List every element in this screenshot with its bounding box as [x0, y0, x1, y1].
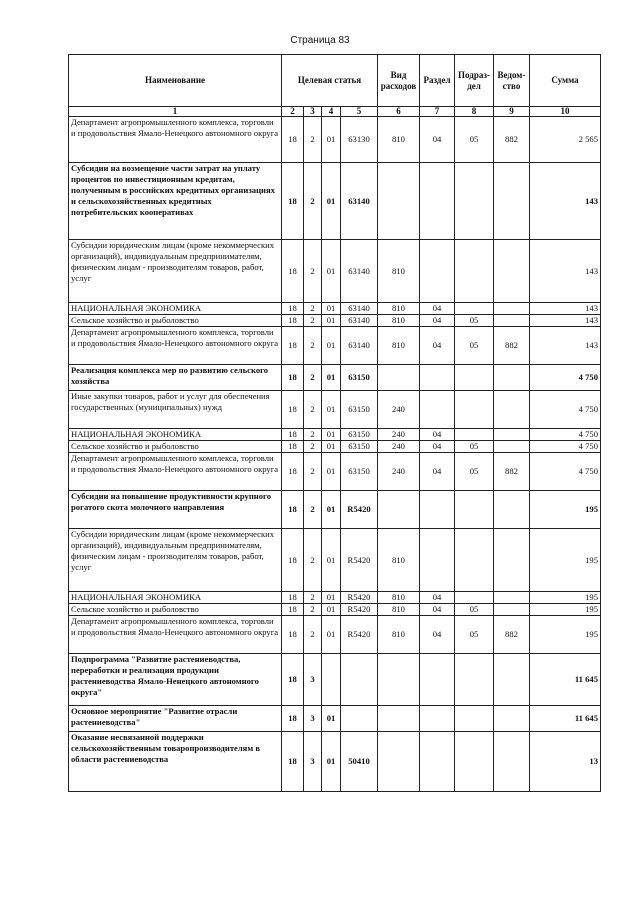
table-row [69, 240, 601, 303]
row-code: 05 [455, 117, 494, 163]
row-code: 04 [420, 429, 455, 441]
row-sum: 2 565 [530, 117, 601, 163]
header-subsection: Подраз-дел [455, 55, 494, 107]
row-code: 63140 [341, 240, 378, 303]
row-code [455, 732, 494, 792]
row-code [455, 303, 494, 315]
index-cell: 8 [455, 107, 494, 117]
row-code [420, 365, 455, 391]
row-code: 05 [455, 327, 494, 365]
row-code: 2 [304, 491, 322, 529]
row-code: 2 [304, 117, 322, 163]
row-code [494, 315, 530, 327]
row-code [494, 163, 530, 240]
row-code [494, 529, 530, 592]
row-code: 2 [304, 240, 322, 303]
row-code [494, 391, 530, 429]
row-code [378, 163, 420, 240]
row-code: 2 [304, 303, 322, 315]
row-code: 2 [304, 616, 322, 654]
row-sum: 4 750 [530, 441, 601, 453]
row-code [420, 391, 455, 429]
row-code [378, 654, 420, 706]
row-name: Сельское хозяйство и рыболовство [69, 604, 282, 616]
row-code: 01 [322, 327, 341, 365]
row-code: 2 [304, 315, 322, 327]
row-code [455, 163, 494, 240]
row-sum: 11 645 [530, 654, 601, 706]
row-code: 882 [494, 453, 530, 491]
header-section: Раздел [420, 55, 455, 107]
row-code: 2 [304, 391, 322, 429]
index-cell: 6 [378, 107, 420, 117]
row-name: Субсидии юридическим лицам (кроме некоммерческих организаций), индивидуальным предпринимателям, физическим лицам - производителям товаров, работ, услуг [69, 529, 282, 592]
row-sum: 4 750 [530, 391, 601, 429]
row-code: 04 [420, 327, 455, 365]
table-body [69, 117, 601, 792]
row-code: 18 [282, 303, 304, 315]
row-code: 05 [455, 441, 494, 453]
row-code: 810 [378, 604, 420, 616]
table-row [69, 592, 601, 604]
row-name: Субсидии на возмещение части затрат на уплату процентов по инвестиционным кредитам, полученным в российских кредитных организациях и сельскохозяйственных кредитных потребительских кооперативах [69, 163, 282, 240]
index-cell: 10 [530, 107, 601, 117]
row-code: 2 [304, 529, 322, 592]
row-code: 18 [282, 529, 304, 592]
table-row [69, 529, 601, 592]
row-code: 04 [420, 117, 455, 163]
row-code: 01 [322, 491, 341, 529]
row-sum: 143 [530, 163, 601, 240]
table-row [69, 315, 601, 327]
row-code: 240 [378, 391, 420, 429]
row-code: 3 [304, 706, 322, 732]
header-dept: Ведом-ство [494, 55, 530, 107]
row-code [341, 654, 378, 706]
row-code: 882 [494, 117, 530, 163]
row-code: 810 [378, 616, 420, 654]
index-cell: 2 [282, 107, 304, 117]
row-name: Иные закупки товаров, работ и услуг для обеспечения государственных (муниципальных) нужд [69, 391, 282, 429]
row-code [420, 706, 455, 732]
row-code: 18 [282, 391, 304, 429]
row-code: 2 [304, 327, 322, 365]
row-sum: 195 [530, 604, 601, 616]
row-code: 18 [282, 163, 304, 240]
row-code: 810 [378, 303, 420, 315]
row-sum: 13 [530, 732, 601, 792]
row-code: 63150 [341, 453, 378, 491]
row-code: 63150 [341, 365, 378, 391]
row-name: Подпрограмма "Развитие растениеводства, переработки и реализации продукции растениеводства Ямало-Ненецкого автономного округа" [69, 654, 282, 706]
row-code: 04 [420, 315, 455, 327]
row-code: 2 [304, 604, 322, 616]
row-code [455, 706, 494, 732]
row-code: 04 [420, 592, 455, 604]
row-name: Департамент агропромышленного комплекса, торговли и продовольствия Ямало-Ненецкого автономного округа [69, 117, 282, 163]
row-code: 810 [378, 592, 420, 604]
row-code: 18 [282, 706, 304, 732]
row-code [494, 732, 530, 792]
row-code: 01 [322, 429, 341, 441]
row-code [378, 365, 420, 391]
row-code: 01 [322, 117, 341, 163]
row-sum: 11 645 [530, 706, 601, 732]
row-code [455, 365, 494, 391]
row-name: Департамент агропромышленного комплекса, торговли и продовольствия Ямало-Ненецкого автономного округа [69, 327, 282, 365]
row-code: 01 [322, 706, 341, 732]
row-code: 2 [304, 365, 322, 391]
row-code [494, 654, 530, 706]
row-code: 01 [322, 592, 341, 604]
row-name: Сельское хозяйство и рыболовство [69, 315, 282, 327]
row-name: НАЦИОНАЛЬНАЯ ЭКОНОМИКА [69, 303, 282, 315]
row-name: Субсидии на повышение продуктивности крупного рогатого скота молочного направления [69, 491, 282, 529]
row-code: 18 [282, 654, 304, 706]
row-code: 18 [282, 453, 304, 491]
row-code: 18 [282, 315, 304, 327]
row-code: R5420 [341, 592, 378, 604]
table-row [69, 616, 601, 654]
index-row [69, 107, 601, 117]
row-code [455, 240, 494, 303]
row-code: 2 [304, 429, 322, 441]
row-code: 01 [322, 240, 341, 303]
row-code: 01 [322, 441, 341, 453]
row-code: 2 [304, 441, 322, 453]
row-code: 01 [322, 365, 341, 391]
row-code: 882 [494, 616, 530, 654]
row-code: R5420 [341, 604, 378, 616]
header-kind: Вид расходов [378, 55, 420, 107]
row-code [494, 706, 530, 732]
row-code: 63140 [341, 327, 378, 365]
row-code: 63150 [341, 429, 378, 441]
row-code: 18 [282, 604, 304, 616]
row-code: 01 [322, 616, 341, 654]
row-code: 63130 [341, 117, 378, 163]
row-sum: 143 [530, 240, 601, 303]
row-code: 810 [378, 315, 420, 327]
table-row [69, 491, 601, 529]
row-code: 3 [304, 732, 322, 792]
row-code [494, 592, 530, 604]
row-code: R5420 [341, 616, 378, 654]
row-code: 63140 [341, 303, 378, 315]
row-code: 63150 [341, 391, 378, 429]
row-sum: 195 [530, 491, 601, 529]
table-row [69, 706, 601, 732]
row-code: 50410 [341, 732, 378, 792]
row-sum: 143 [530, 315, 601, 327]
row-code [420, 732, 455, 792]
table-row [69, 303, 601, 315]
row-code [378, 491, 420, 529]
table-row [69, 365, 601, 391]
row-code: 05 [455, 604, 494, 616]
row-code [378, 732, 420, 792]
row-code: 63140 [341, 315, 378, 327]
index-cell: 7 [420, 107, 455, 117]
row-code: 01 [322, 391, 341, 429]
row-code: 18 [282, 429, 304, 441]
row-code: 01 [322, 604, 341, 616]
row-code: 04 [420, 453, 455, 491]
row-code: 18 [282, 365, 304, 391]
row-code [455, 529, 494, 592]
row-code: 240 [378, 429, 420, 441]
row-code: 18 [282, 616, 304, 654]
row-code: 810 [378, 117, 420, 163]
row-code: 05 [455, 315, 494, 327]
row-code [494, 365, 530, 391]
row-code: 2 [304, 592, 322, 604]
row-name: Оказание несвязанной поддержки сельскохозяйственным товаропроизводителям в области растениеводства [69, 732, 282, 792]
row-sum: 195 [530, 592, 601, 604]
row-sum: 4 750 [530, 453, 601, 491]
row-code: 3 [304, 654, 322, 706]
row-name: Департамент агропромышленного комплекса, торговли и продовольствия Ямало-Ненецкого автономного округа [69, 616, 282, 654]
table-row [69, 453, 601, 491]
row-code [494, 441, 530, 453]
row-code: 882 [494, 327, 530, 365]
row-sum: 195 [530, 616, 601, 654]
row-code: 04 [420, 616, 455, 654]
row-code: 18 [282, 117, 304, 163]
row-sum: 143 [530, 303, 601, 315]
row-code: 810 [378, 240, 420, 303]
table-row [69, 604, 601, 616]
row-code: 240 [378, 453, 420, 491]
row-code [494, 491, 530, 529]
row-code: 63150 [341, 441, 378, 453]
row-code: 01 [322, 453, 341, 491]
index-cell: 5 [341, 107, 378, 117]
row-code: 01 [322, 315, 341, 327]
row-code: 01 [322, 303, 341, 315]
row-code: 18 [282, 732, 304, 792]
row-code [494, 303, 530, 315]
table-row [69, 441, 601, 453]
row-code [420, 163, 455, 240]
row-code [420, 240, 455, 303]
row-code: 18 [282, 240, 304, 303]
row-name: Департамент агропромышленного комплекса, торговли и продовольствия Ямало-Ненецкого автономного округа [69, 453, 282, 491]
row-code: 01 [322, 732, 341, 792]
page-number: Страница 83 [290, 35, 350, 46]
row-name: Основное мероприятие "Развитие отрасли растениеводства" [69, 706, 282, 732]
table-row [69, 429, 601, 441]
row-name: Реализация комплекса мер по развитию сельского хозяйства [69, 365, 282, 391]
header-row [69, 55, 601, 107]
row-code: R5420 [341, 491, 378, 529]
row-code: 240 [378, 441, 420, 453]
row-code [341, 706, 378, 732]
row-code: 2 [304, 163, 322, 240]
row-code: 810 [378, 529, 420, 592]
row-code: 18 [282, 327, 304, 365]
row-code [420, 654, 455, 706]
row-code [420, 529, 455, 592]
table-row [69, 117, 601, 163]
row-name: НАЦИОНАЛЬНАЯ ЭКОНОМИКА [69, 592, 282, 604]
row-sum: 195 [530, 529, 601, 592]
row-code: 18 [282, 592, 304, 604]
row-code [494, 240, 530, 303]
budget-table [68, 54, 601, 792]
index-cell: 9 [494, 107, 530, 117]
row-code: 18 [282, 491, 304, 529]
header-target: Целевая статья [282, 55, 378, 107]
row-name: Сельское хозяйство и рыболовство [69, 441, 282, 453]
header-name: Наименование [69, 55, 282, 107]
row-code [455, 654, 494, 706]
header-sum: Сумма [530, 55, 601, 107]
table-row [69, 391, 601, 429]
row-code: 18 [282, 441, 304, 453]
row-code: 810 [378, 327, 420, 365]
row-code [455, 491, 494, 529]
table-row [69, 732, 601, 792]
row-code: 04 [420, 604, 455, 616]
row-sum: 4 750 [530, 429, 601, 441]
index-cell: 4 [322, 107, 341, 117]
row-code [455, 429, 494, 441]
row-code: 63140 [341, 163, 378, 240]
row-code [494, 429, 530, 441]
row-code [455, 592, 494, 604]
row-code: 04 [420, 303, 455, 315]
row-code: R5420 [341, 529, 378, 592]
row-code: 2 [304, 453, 322, 491]
row-sum: 143 [530, 327, 601, 365]
row-name: Субсидии юридическим лицам (кроме некоммерческих организаций), индивидуальным предпринимателям, физическим лицам - производителям товаров, работ, услуг [69, 240, 282, 303]
row-name: НАЦИОНАЛЬНАЯ ЭКОНОМИКА [69, 429, 282, 441]
table-row [69, 163, 601, 240]
row-code: 05 [455, 453, 494, 491]
row-code: 04 [420, 441, 455, 453]
row-code: 01 [322, 529, 341, 592]
row-code: 01 [322, 163, 341, 240]
row-sum: 4 750 [530, 365, 601, 391]
row-code [322, 654, 341, 706]
row-code [455, 391, 494, 429]
index-cell: 3 [304, 107, 322, 117]
row-code [378, 706, 420, 732]
table-row [69, 327, 601, 365]
index-cell: 1 [69, 107, 282, 117]
table-row [69, 654, 601, 706]
row-code: 05 [455, 616, 494, 654]
row-code [420, 491, 455, 529]
row-code [494, 604, 530, 616]
